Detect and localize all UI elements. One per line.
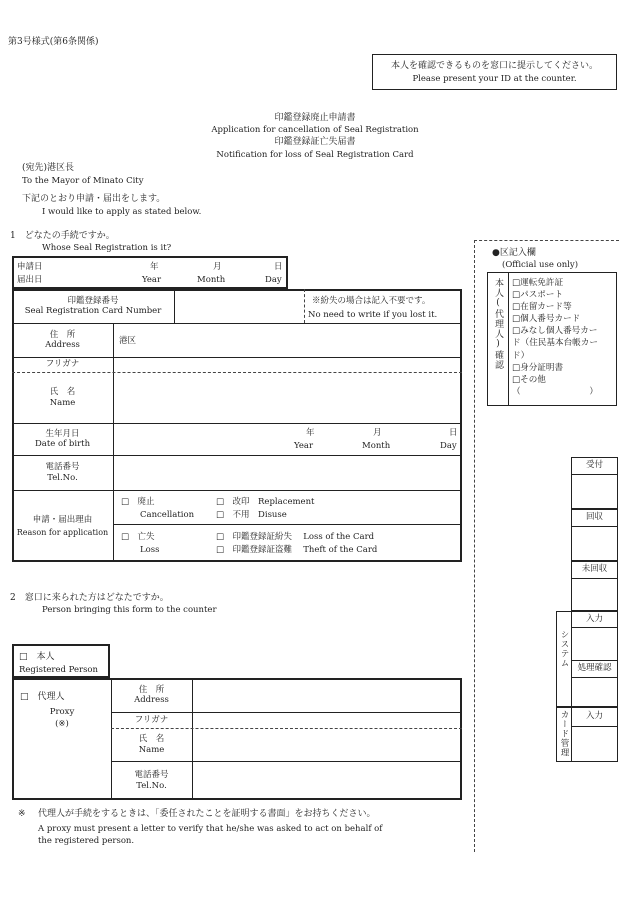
card-label: カード管理 bbox=[559, 710, 569, 758]
proxy-address-field[interactable] bbox=[193, 680, 461, 712]
dob-year-en: Year bbox=[294, 441, 314, 451]
reason-label-en: Reason for application bbox=[16, 527, 109, 537]
q2-ja: 2 窓口に来られた方はどなたですか。 bbox=[10, 593, 169, 603]
id-document-list bbox=[512, 277, 598, 398]
date-day-en: Day bbox=[265, 275, 282, 285]
q2-en: Person bringing this form to the counter bbox=[42, 605, 217, 615]
tel-label-en: Tel.No. bbox=[47, 472, 78, 483]
id-doc-other-field[interactable]: （ ） bbox=[512, 386, 598, 397]
name-label-en: Name bbox=[49, 397, 76, 408]
form-number: 第3号様式(第6条関係) bbox=[8, 37, 99, 47]
dob-day-ja: 日 bbox=[449, 428, 458, 438]
addressee-ja: (宛先)港区長 bbox=[22, 163, 75, 173]
tel-label bbox=[12, 455, 113, 490]
system-label: システム bbox=[559, 630, 569, 668]
address-label-en: Address bbox=[45, 340, 80, 350]
id-check-label: 本人(代理人)確認 bbox=[493, 278, 503, 370]
dob-month-en: Month bbox=[362, 441, 391, 451]
received-label: 受付 bbox=[585, 460, 603, 471]
id-doc-passport-checkbox[interactable]: □パスポート bbox=[512, 290, 564, 301]
reason-label-ja: 申請・届出理由 bbox=[32, 514, 93, 525]
name-label bbox=[12, 372, 113, 423]
footnote-ja: 代理人が手続をするときは、「委任されたことを証明する書面」をお持ちください。 bbox=[38, 809, 376, 819]
intro-en: I would like to apply as stated below. bbox=[42, 207, 202, 217]
self-checkbox[interactable]: □ 本人 bbox=[19, 652, 55, 662]
furigana-label: フリガナ bbox=[45, 359, 80, 370]
collected-label: 回収 bbox=[585, 512, 603, 523]
dob-label-en: Date of birth bbox=[34, 439, 91, 449]
dob-field[interactable] bbox=[114, 424, 461, 455]
address-label bbox=[12, 323, 113, 357]
uncollected-label: 未回収 bbox=[581, 564, 608, 575]
address-value: 港区 bbox=[119, 336, 137, 346]
date-month-ja: 月 bbox=[213, 262, 222, 272]
dob-label bbox=[12, 423, 113, 455]
id-notice-en: Please present your ID at the counter. bbox=[412, 74, 577, 84]
proxy-mark: (※) bbox=[55, 719, 69, 729]
id-doc-mynumber-card-checkbox[interactable]: □個人番号カード bbox=[512, 314, 581, 325]
proxy-address-label-en: Address bbox=[134, 695, 169, 705]
seal-note-en: No need to write if you lost it. bbox=[308, 310, 438, 320]
id-doc-deemed-card-line3: ド） bbox=[512, 350, 530, 361]
proxy-tel-label-ja: 電話番号 bbox=[134, 770, 169, 781]
reason-loss-checkbox[interactable]: □ 亡失 bbox=[121, 532, 155, 542]
tel-label-ja: 電話番号 bbox=[45, 462, 80, 473]
proxy-furigana-field[interactable] bbox=[193, 713, 461, 728]
id-doc-deemed-card-checkbox[interactable]: □みなし個人番号カー bbox=[512, 326, 598, 337]
reason-disuse-checkbox[interactable]: □ 不用 Disuse bbox=[216, 510, 287, 520]
dob-day-en: Day bbox=[440, 441, 457, 451]
footnote-en-1: A proxy must present a letter to verify that he/she was asked to act on behalf of bbox=[38, 824, 383, 834]
title-loss-ja: 印鑑登録証亡失届書 bbox=[274, 137, 356, 147]
card-input-label: 入力 bbox=[585, 711, 603, 722]
date-month-en: Month bbox=[197, 275, 226, 285]
self-label-en: Registered Person bbox=[19, 665, 99, 675]
address-label-ja: 住 所 bbox=[49, 329, 76, 340]
date-year-ja: 年 bbox=[150, 262, 159, 272]
reason-card-loss-checkbox[interactable]: □ 印鑑登録証紛失 Loss of the Card bbox=[216, 532, 375, 542]
proxy-name-label bbox=[111, 728, 192, 761]
reason-loss-en: Loss bbox=[140, 545, 160, 555]
proxy-label-en: Proxy bbox=[49, 707, 75, 717]
dob-month-ja: 月 bbox=[373, 428, 382, 438]
proxy-tel-label bbox=[111, 761, 192, 800]
id-doc-deemed-card-line2: ド（住民基本台帳カー bbox=[512, 338, 598, 349]
proxy-tel-field[interactable] bbox=[193, 762, 461, 798]
dob-year-ja: 年 bbox=[306, 428, 315, 438]
date-year-en: Year bbox=[142, 275, 162, 285]
address-field[interactable] bbox=[114, 324, 461, 358]
proxy-name-label-en: Name bbox=[138, 744, 165, 755]
proxy-tel-label-en: Tel.No. bbox=[136, 780, 167, 791]
seal-number-label bbox=[12, 289, 174, 323]
seal-note-ja: ※紛失の場合は記入不要です。 bbox=[312, 296, 431, 306]
id-doc-residence-card-checkbox[interactable]: □在留カード等 bbox=[512, 302, 572, 313]
date-label-1: 申請日 bbox=[17, 262, 43, 272]
reason-cancel-checkbox[interactable]: □ 廃止 bbox=[121, 497, 155, 507]
office-title-en: (Official use only) bbox=[502, 260, 579, 270]
reason-label bbox=[12, 490, 113, 562]
proxy-name-label-ja: 氏 名 bbox=[138, 734, 165, 745]
id-doc-other-checkbox[interactable]: □その他 bbox=[512, 374, 546, 385]
addressee-en: To the Mayor of Minato City bbox=[22, 176, 144, 186]
system-check-label: 処理確認 bbox=[577, 663, 612, 674]
system-input-label: 入力 bbox=[585, 613, 603, 624]
office-divider bbox=[474, 240, 475, 852]
proxy-address-label bbox=[111, 678, 192, 712]
reason-replacement-checkbox[interactable]: □ 改印 Replacement bbox=[216, 497, 315, 507]
intro-ja: 下記のとおり申請・届出をします。 bbox=[22, 194, 166, 204]
seal-number-label-en: Seal Registration Card Number bbox=[24, 306, 162, 316]
title-loss-en: Notification for loss of Seal Registration Card bbox=[216, 150, 414, 160]
dob-label-ja: 生年月日 bbox=[45, 428, 80, 439]
seal-number-field[interactable] bbox=[176, 291, 302, 321]
seal-number-label-ja: 印鑑登録番号 bbox=[67, 295, 119, 306]
reason-card-theft-checkbox[interactable]: □ 印鑑登録証盗難 Theft of the Card bbox=[216, 545, 378, 555]
name-field[interactable] bbox=[114, 373, 461, 423]
name-label-ja: 氏 名 bbox=[49, 387, 76, 398]
date-day-ja: 日 bbox=[274, 262, 283, 272]
proxy-address-label-ja: 住 所 bbox=[138, 684, 165, 695]
furigana-field[interactable] bbox=[114, 358, 461, 372]
footnote-mark: ※ bbox=[18, 809, 26, 819]
proxy-furigana-label: フリガナ bbox=[134, 714, 169, 725]
proxy-checkbox[interactable]: □ 代理人 bbox=[20, 692, 65, 702]
id-doc-license-checkbox[interactable]: □運転免許証 bbox=[512, 278, 564, 288]
reason-cancel-en: Cancellation bbox=[140, 510, 195, 520]
id-notice-box bbox=[372, 54, 617, 90]
tel-field[interactable] bbox=[114, 456, 461, 490]
q1-en: Whose Seal Registration is it? bbox=[42, 243, 172, 253]
proxy-name-field[interactable] bbox=[193, 729, 461, 761]
id-doc-identification-checkbox[interactable]: □身分証明書 bbox=[512, 362, 564, 373]
id-notice-ja: 本人を確認できるものを窓口に提示してください。 bbox=[390, 61, 598, 71]
q1-ja: 1 どなたの手続ですか。 bbox=[10, 231, 115, 241]
office-title-ja: ●区記入欄 bbox=[492, 248, 536, 258]
title-cancel-ja: 印鑑登録廃止申請書 bbox=[274, 113, 356, 123]
title-cancel-en: Application for cancellation of Seal Registration bbox=[211, 125, 419, 135]
footnote-en-2: the registered person. bbox=[38, 836, 135, 846]
date-label-2: 届出日 bbox=[17, 275, 43, 285]
self-box[interactable] bbox=[12, 644, 110, 678]
